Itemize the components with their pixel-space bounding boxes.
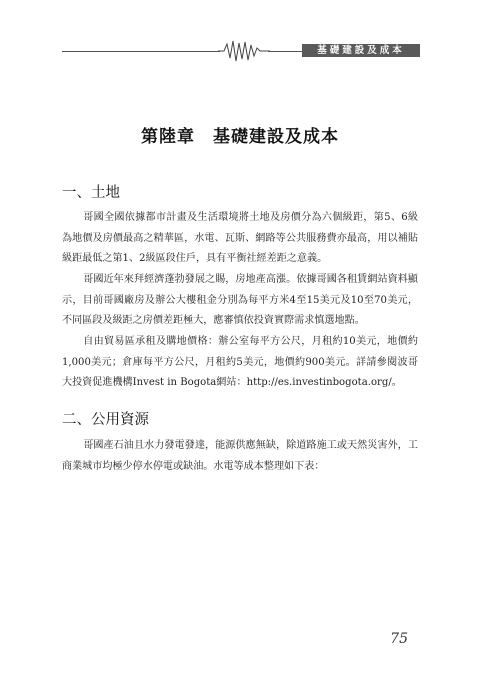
section-heading-utilities: 二、公用資源 xyxy=(62,412,149,428)
running-header xyxy=(0,0,480,70)
header-rule-left xyxy=(62,51,220,52)
page-number: 75 xyxy=(390,631,408,647)
header-rule-right xyxy=(268,51,302,52)
paragraph: 哥國近年來拜經濟蓬勃發展之賜，房地產高漲。依據哥國各租賃網站資料顯示，目前哥國廠房及辦公大樓租金分別為每平方米4至15美元及10至70美元，不同區段及級距之房價差距極大，應審慎依投資實際需求慎選地點。 xyxy=(62,274,418,326)
header-title: 基礎建設及成本 xyxy=(317,45,405,56)
section-heading-land: 一、土地 xyxy=(62,185,120,201)
paragraph: 哥國全國依據都市計畫及生活環境將土地及房價分為六個級距，第5、6級為地價及房價最高之精華區，水電、瓦斯、網路等公共服務費亦最高，用以補貼級距最低之第1、2級區段住戶，具有平衡社經差距之意義。 xyxy=(62,212,418,264)
paragraph: 自由貿易區承租及購地價格：辦公室每平方公尺，月租約10美元，地價約1,000美元；倉庫每平方公尺，月租約5美元，地價約900美元。詳請參閱波哥大投資促進機構Invest in Bogota網站：http://es.investinbogota.org/。 xyxy=(62,336,418,388)
paragraph: 哥國產石油且水力發電發達，能源供應無缺，除道路施工或天然災害外，工商業城市均極少停水停電或缺油。水電等成本整理如下表： xyxy=(62,440,418,472)
pulse-wave-icon xyxy=(218,38,270,64)
chapter-title: 第陸章 基礎建設及成本 xyxy=(141,127,339,147)
